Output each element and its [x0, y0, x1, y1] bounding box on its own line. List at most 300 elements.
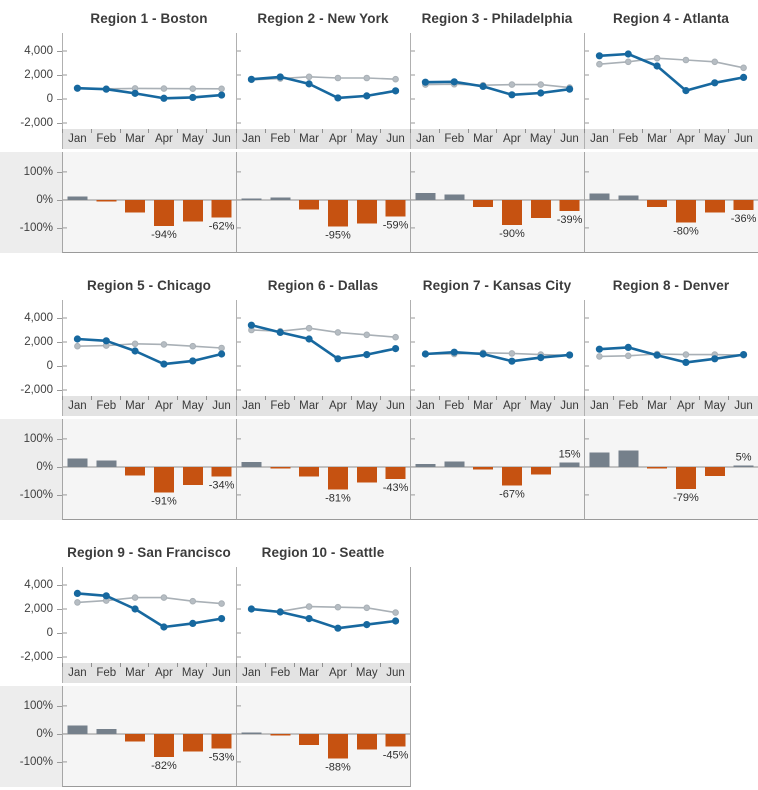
actual-data-point: [566, 86, 572, 92]
prior-data-point: [306, 74, 312, 80]
actual-data-point: [596, 346, 602, 352]
actual-data-point: [103, 593, 109, 599]
prior-data-point: [190, 598, 196, 604]
line-axis-tick-label: 2,000: [24, 69, 53, 81]
prior-data-point: [190, 343, 196, 349]
actual-data-point: [74, 590, 80, 596]
pct-change-label: -39%: [556, 213, 583, 226]
region-panel: [410, 267, 584, 520]
month-label: May: [178, 129, 207, 149]
pct-change-bar: [589, 452, 609, 467]
chart-cells: [62, 267, 758, 520]
month-label: Mar: [643, 129, 672, 149]
month-label: May: [178, 396, 207, 416]
month-label: Jun: [729, 129, 758, 149]
pct-change-bar: [299, 734, 319, 745]
prior-data-point: [219, 86, 225, 92]
pct-change-bar: [415, 193, 435, 200]
pct-change-label: -95%: [325, 229, 351, 242]
actual-data-point: [740, 74, 746, 80]
month-label: May: [352, 396, 381, 416]
actual-data-point: [451, 79, 457, 85]
pct-change-label: -36%: [730, 212, 757, 225]
pct-change-bar: [96, 200, 116, 202]
actual-data-point: [392, 88, 398, 94]
actual-data-point: [190, 94, 196, 100]
month-label: Mar: [295, 663, 324, 683]
actual-data-point: [218, 351, 224, 357]
actual-data-point: [509, 358, 515, 364]
pct-change-bar: [328, 467, 348, 490]
month-label: May: [178, 663, 207, 683]
month-label: Feb: [266, 396, 295, 416]
prior-data-point: [364, 332, 370, 338]
pct-change-label: -34%: [208, 479, 235, 492]
pct-change-label: -45%: [382, 749, 409, 762]
bar-chart: [62, 686, 236, 787]
actual-data-point: [74, 85, 80, 91]
month-label: Jan: [411, 129, 440, 149]
pct-change-bar: [241, 462, 261, 467]
month-label: Feb: [266, 129, 295, 149]
month-label: Jun: [555, 129, 584, 149]
chart-row-2: [0, 267, 758, 520]
month-label: Feb: [614, 129, 643, 149]
line-axis-tick-label: 4,000: [24, 579, 53, 591]
prior-data-point: [393, 76, 399, 82]
pct-change-bar: [212, 200, 232, 217]
actual-data-point: [161, 95, 167, 101]
month-axis: [236, 663, 411, 683]
pct-change-label: -80%: [673, 225, 699, 238]
line-chart: [584, 33, 758, 129]
line-chart: [236, 33, 410, 129]
pct-change-bar: [67, 458, 87, 466]
pct-change-bar: [299, 467, 319, 477]
actual-series-line: [251, 609, 395, 628]
month-axis: [584, 129, 758, 149]
month-label: Jan: [63, 129, 92, 149]
pct-change-bar: [676, 467, 696, 489]
region-panel: [236, 534, 410, 787]
actual-data-point: [190, 620, 196, 626]
actual-data-point: [364, 352, 370, 358]
prior-data-point: [509, 351, 515, 357]
actual-data-point: [538, 355, 544, 361]
bar-axis-tick-label: 100%: [23, 165, 53, 178]
pct-change-bar: [502, 200, 522, 225]
region-panel: [62, 267, 236, 520]
actual-data-point: [161, 361, 167, 367]
actual-data-point: [392, 346, 398, 352]
month-axis: [410, 396, 584, 416]
prior-data-point: [393, 610, 399, 616]
month-label: Mar: [643, 396, 672, 416]
prior-data-point: [335, 75, 341, 81]
pct-change-bar: [357, 467, 377, 482]
month-label: May: [700, 129, 729, 149]
pct-change-bar: [183, 467, 203, 485]
prior-data-point: [161, 595, 167, 601]
month-label: Mar: [469, 396, 498, 416]
line-axis-tick-label: 0: [46, 627, 53, 639]
actual-data-point: [392, 618, 398, 624]
chart-cells: [62, 534, 410, 787]
y-axis-gutter: [0, 0, 62, 253]
prior-series-line: [77, 344, 221, 348]
pct-change-bar: [589, 194, 609, 200]
prior-data-point: [219, 345, 225, 351]
pct-change-bar: [734, 200, 754, 210]
line-chart: [410, 33, 584, 129]
month-label: Jun: [381, 396, 410, 416]
bar-axis-tick-label: 0%: [36, 460, 53, 473]
pct-change-bar: [154, 467, 174, 492]
actual-data-point: [74, 336, 80, 342]
region-panel: [236, 0, 410, 253]
pct-change-bar: [531, 467, 551, 475]
prior-series-line: [599, 354, 743, 356]
pct-change-label: -67%: [499, 488, 525, 501]
actual-series-line: [77, 88, 221, 98]
actual-data-point: [248, 76, 254, 82]
actual-data-point: [335, 625, 341, 631]
actual-data-point: [480, 83, 486, 89]
chart-row-1: [0, 0, 758, 253]
line-axis-tick-label: 4,000: [24, 45, 53, 57]
prior-data-point: [75, 600, 81, 606]
month-label: Jun: [729, 396, 758, 416]
actual-data-point: [306, 616, 312, 622]
pct-change-bar: [96, 461, 116, 467]
actual-series-line: [77, 593, 221, 627]
prior-data-point: [161, 86, 167, 92]
prior-data-point: [132, 595, 138, 601]
region-panel: [584, 267, 758, 520]
actual-data-point: [306, 336, 312, 342]
bar-chart: [236, 152, 410, 253]
prior-series-line: [77, 598, 221, 604]
pct-change-bar: [444, 461, 464, 467]
actual-data-point: [103, 338, 109, 344]
region-title: Region 7 - Kansas City: [422, 278, 572, 293]
actual-data-point: [132, 606, 138, 612]
region-title: Region 6 - Dallas: [267, 278, 379, 293]
actual-data-point: [625, 51, 631, 57]
line-chart: [62, 567, 236, 663]
actual-data-point: [248, 606, 254, 612]
month-label: Jun: [381, 129, 410, 149]
bar-chart: [236, 419, 410, 520]
actual-data-point: [306, 81, 312, 87]
pct-change-label: -88%: [325, 761, 351, 774]
actual-data-point: [103, 86, 109, 92]
month-label: Mar: [121, 663, 150, 683]
actual-data-point: [654, 63, 660, 69]
month-axis: [62, 396, 236, 416]
actual-data-point: [538, 90, 544, 96]
actual-data-point: [161, 624, 167, 630]
pct-change-label: -90%: [499, 228, 525, 241]
month-label: Feb: [440, 129, 469, 149]
region-panel: [62, 0, 236, 253]
month-label: Apr: [671, 129, 700, 149]
pct-change-bar: [560, 463, 580, 467]
pct-change-bar: [270, 734, 290, 736]
pct-change-label: -91%: [151, 495, 177, 508]
month-label: Jun: [207, 129, 236, 149]
y-axis-gutter: [0, 534, 62, 787]
month-label: May: [526, 129, 555, 149]
prior-series-line: [425, 84, 569, 87]
month-label: Apr: [323, 396, 352, 416]
line-chart: [62, 33, 236, 129]
actual-series-line: [77, 339, 221, 364]
actual-data-point: [509, 92, 515, 98]
region-title: Region 1 - Boston: [90, 11, 208, 26]
prior-data-point: [683, 352, 689, 358]
bar-axis-tick-label: 0%: [36, 727, 53, 740]
pct-change-bar: [531, 200, 551, 218]
pct-change-bar: [183, 734, 203, 751]
actual-data-point: [480, 351, 486, 357]
line-axis-tick-label: 0: [46, 360, 53, 372]
prior-data-point: [335, 330, 341, 336]
actual-data-point: [654, 352, 660, 358]
bar-chart: [62, 419, 236, 520]
month-label: Apr: [149, 129, 178, 149]
bar-chart: [236, 686, 411, 787]
actual-data-point: [683, 359, 689, 365]
actual-data-point: [132, 348, 138, 354]
month-label: Jan: [63, 396, 92, 416]
actual-data-point: [277, 74, 283, 80]
bar-axis-tick-label: -100%: [19, 755, 53, 768]
line-chart: [62, 300, 236, 396]
prior-data-point: [364, 75, 370, 81]
region-panel: [584, 0, 758, 253]
prior-data-point: [161, 342, 167, 348]
month-label: Apr: [497, 129, 526, 149]
actual-data-point: [422, 351, 428, 357]
pct-change-label: 5%: [735, 451, 752, 464]
pct-change-bar: [473, 200, 493, 207]
actual-data-point: [277, 609, 283, 615]
prior-data-point: [306, 325, 312, 331]
month-axis: [410, 129, 584, 149]
line-axis-tick-label: 4,000: [24, 312, 53, 324]
prior-data-point: [509, 82, 515, 88]
bar-axis-tick-label: -100%: [19, 221, 53, 234]
line-axis-tick-label: 2,000: [24, 603, 53, 615]
month-label: May: [526, 396, 555, 416]
actual-data-point: [625, 344, 631, 350]
actual-data-point: [683, 88, 689, 94]
month-label: Feb: [92, 396, 121, 416]
month-axis: [236, 396, 410, 416]
prior-data-point: [597, 354, 603, 360]
bar-axis-tick-label: -100%: [19, 488, 53, 501]
prior-data-point: [597, 61, 603, 67]
pct-change-bar: [299, 200, 319, 210]
pct-change-bar: [183, 200, 203, 222]
month-label: Feb: [92, 663, 121, 683]
month-label: Mar: [121, 129, 150, 149]
actual-data-point: [712, 80, 718, 86]
actual-data-point: [451, 349, 457, 355]
actual-series-line: [251, 77, 395, 98]
month-label: Jun: [207, 396, 236, 416]
pct-change-bar: [125, 734, 145, 742]
pct-change-label: 15%: [558, 448, 581, 461]
line-axis-tick-label: -2,000: [20, 117, 53, 129]
actual-data-point: [422, 79, 428, 85]
line-chart: [236, 567, 411, 663]
pct-change-bar: [125, 467, 145, 475]
prior-data-point: [132, 341, 138, 347]
pct-change-bar: [647, 200, 667, 207]
month-label: May: [352, 663, 381, 683]
region-title: Region 9 - San Francisco: [67, 545, 231, 560]
pct-change-bar: [473, 467, 493, 470]
month-label: May: [700, 396, 729, 416]
prior-data-point: [625, 59, 631, 65]
pct-change-bar: [241, 198, 261, 200]
month-label: Jun: [555, 396, 584, 416]
month-label: Feb: [614, 396, 643, 416]
month-axis: [236, 129, 410, 149]
pct-change-bar: [328, 734, 348, 759]
bar-axis-tick-label: 0%: [36, 193, 53, 206]
actual-data-point: [364, 93, 370, 99]
actual-data-point: [596, 53, 602, 59]
bar-chart: [62, 152, 236, 253]
month-label: Feb: [440, 396, 469, 416]
prior-data-point: [712, 59, 718, 65]
month-label: Feb: [266, 663, 295, 683]
y-axis-gutter: [0, 267, 62, 520]
month-label: Jan: [237, 129, 266, 149]
pct-change-bar: [270, 198, 290, 200]
prior-data-point: [190, 86, 196, 92]
prior-series-line: [599, 58, 743, 68]
bar-chart: [584, 152, 758, 253]
pct-change-bar: [270, 467, 290, 469]
pct-change-bar: [415, 464, 435, 467]
month-label: Apr: [149, 663, 178, 683]
prior-data-point: [306, 604, 312, 610]
month-label: Apr: [497, 396, 526, 416]
pct-change-bar: [618, 195, 638, 199]
prior-data-point: [625, 353, 631, 359]
pct-change-bar: [386, 200, 406, 217]
pct-change-bar: [154, 734, 174, 757]
month-label: Apr: [323, 129, 352, 149]
pct-change-bar: [154, 200, 174, 226]
pct-change-bar: [67, 725, 87, 733]
bar-axis-tick-label: 100%: [23, 699, 53, 712]
region-panel: [410, 0, 584, 253]
prior-data-point: [538, 82, 544, 88]
month-label: Feb: [92, 129, 121, 149]
pct-change-bar: [67, 197, 87, 200]
pct-change-bar: [444, 194, 464, 200]
pct-change-label: -59%: [382, 219, 409, 232]
pct-change-bar: [560, 200, 580, 211]
prior-data-point: [75, 343, 81, 349]
month-label: Jan: [237, 396, 266, 416]
region-title: Region 10 - Seattle: [261, 545, 385, 560]
pct-change-bar: [96, 729, 116, 734]
region-panel: [236, 267, 410, 520]
month-label: Mar: [121, 396, 150, 416]
month-axis: [584, 396, 758, 416]
region-title: Region 2 - New York: [257, 11, 389, 26]
prior-data-point: [683, 57, 689, 63]
pct-change-bar: [212, 467, 232, 477]
month-label: Jun: [381, 663, 410, 683]
pct-change-label: -94%: [151, 229, 177, 242]
region-title: Region 3 - Philadelphia: [421, 11, 573, 26]
prior-data-point: [741, 65, 747, 71]
prior-data-point: [393, 334, 399, 340]
prior-data-point: [654, 55, 660, 61]
month-label: Jan: [63, 663, 92, 683]
bar-axis-tick-label: 100%: [23, 432, 53, 445]
pct-change-label: -79%: [673, 492, 699, 505]
actual-data-point: [218, 616, 224, 622]
line-chart: [584, 300, 758, 396]
month-label: Apr: [149, 396, 178, 416]
chart-cells: [62, 0, 758, 253]
pct-change-bar: [618, 451, 638, 467]
pct-change-bar: [647, 467, 667, 469]
month-label: Apr: [671, 396, 700, 416]
line-chart: [410, 300, 584, 396]
pct-change-bar: [212, 734, 232, 749]
prior-data-point: [219, 601, 225, 607]
pct-change-bar: [357, 734, 377, 749]
pct-change-label: -82%: [151, 759, 177, 772]
pct-change-bar: [705, 200, 725, 213]
pct-change-bar: [502, 467, 522, 486]
pct-change-bar: [386, 734, 406, 747]
prior-data-point: [335, 604, 341, 610]
actual-data-point: [218, 92, 224, 98]
pct-change-label: -62%: [208, 220, 235, 233]
chart-row-3: [0, 534, 758, 787]
pct-change-bar: [357, 200, 377, 224]
actual-data-point: [566, 352, 572, 358]
month-label: Apr: [323, 663, 352, 683]
actual-data-point: [335, 356, 341, 362]
actual-data-point: [335, 95, 341, 101]
pct-change-bar: [734, 465, 754, 467]
month-label: Jan: [585, 396, 614, 416]
actual-data-point: [190, 358, 196, 364]
actual-data-point: [132, 90, 138, 96]
bar-chart: [410, 419, 584, 520]
bar-chart: [410, 152, 584, 253]
line-chart: [236, 300, 410, 396]
month-label: Mar: [469, 129, 498, 149]
pct-change-label: -53%: [208, 751, 235, 764]
month-label: Jan: [237, 663, 266, 683]
actual-data-point: [712, 356, 718, 362]
month-axis: [62, 663, 236, 683]
month-label: Jun: [207, 663, 236, 683]
line-axis-tick-label: -2,000: [20, 651, 53, 663]
